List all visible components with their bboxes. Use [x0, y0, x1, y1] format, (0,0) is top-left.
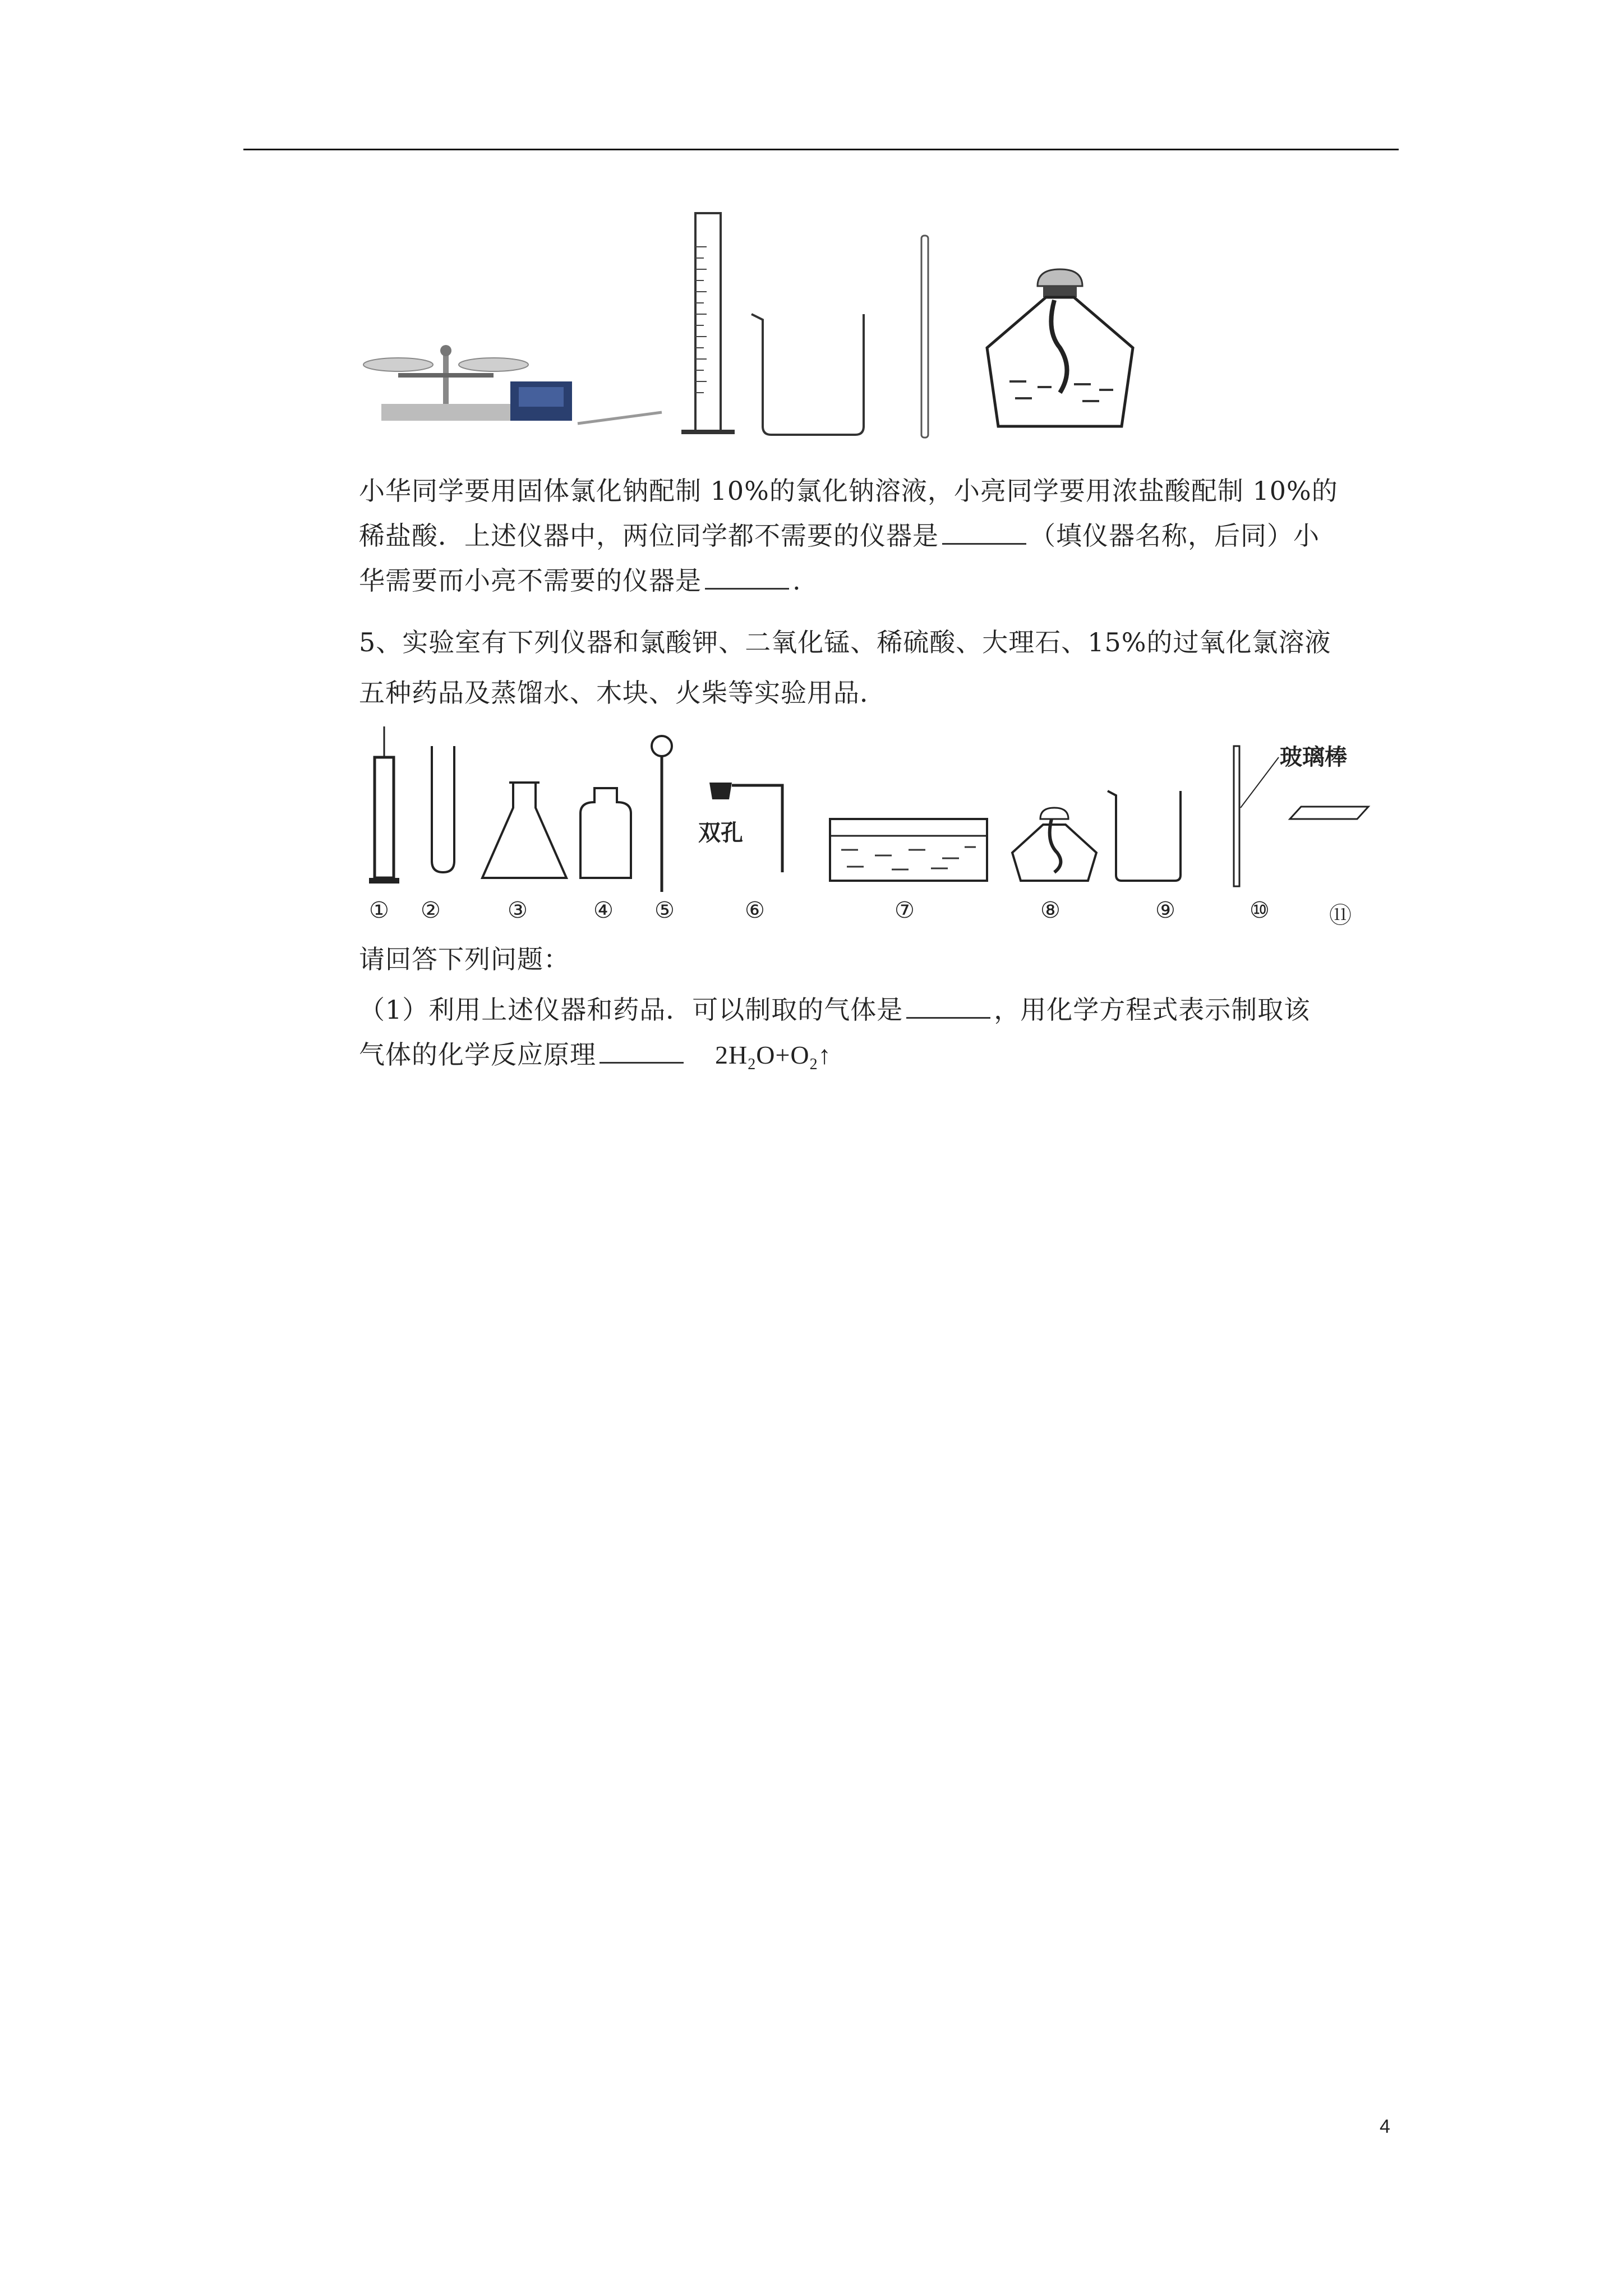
- text-segment: .: [792, 565, 801, 596]
- gas-arrow-icon: ↑: [818, 1041, 832, 1069]
- formula-part: O+O: [756, 1041, 810, 1069]
- double-hole-label: 双孔: [698, 820, 743, 846]
- tweezers-icon: [578, 412, 662, 424]
- test-tube-icon: [432, 746, 454, 872]
- answer-blank: [600, 1039, 684, 1064]
- reagent-bottle-icon: [580, 788, 631, 878]
- answer-blank: [705, 565, 789, 590]
- figure-lab-apparatus-1: [359, 202, 1424, 449]
- text-line-2: [359, 519, 1320, 553]
- water-trough-icon: [830, 819, 987, 881]
- apparatus-number-3: ③: [508, 898, 528, 923]
- text-segment: （填仪器名称，后同）小: [1030, 521, 1320, 551]
- alcohol-lamp-icon: [987, 269, 1133, 426]
- balance-icon: [363, 345, 528, 421]
- figure-lab-apparatus-2: [359, 724, 1424, 898]
- glass-rod-label: 玻璃棒: [1280, 744, 1347, 770]
- text-line-3: [359, 564, 801, 597]
- chemical-formula: [715, 1041, 832, 1074]
- apparatus-number-8: ⑧: [1040, 898, 1061, 923]
- text-segment: （1）利用上述仪器和药品．可以制取的气体是: [359, 995, 903, 1025]
- text-segment: 稀盐酸．上述仪器中，两位同学都不需要的仪器是: [359, 521, 939, 551]
- apparatus-number-9: ⑨: [1155, 898, 1175, 923]
- graduated-cylinder-icon: [681, 213, 735, 432]
- formula-part: 2H: [715, 1041, 748, 1069]
- answer-blank: [942, 521, 1026, 545]
- long-neck-funnel-icon: [652, 736, 672, 892]
- apparatus-number-7: ⑦: [895, 898, 915, 923]
- apparatus-number-1: ①: [369, 898, 389, 923]
- text-line-1: 小华同学要用固体氯化钠配制 10%的氯化钠溶液，小亮同学要用浓盐酸配制 10%的: [359, 476, 1338, 506]
- text-line-8: [359, 1038, 832, 1082]
- glass-rod-icon: [921, 236, 928, 438]
- conical-flask-icon: [482, 783, 566, 878]
- apparatus-number-2: ②: [421, 898, 441, 923]
- formula-subscript: 2: [809, 1056, 818, 1074]
- apparatus-number-5: ⑤: [654, 898, 675, 923]
- apparatus-number-11: ⑪: [1329, 903, 1352, 928]
- alcohol-lamp-small-icon: [1012, 808, 1096, 881]
- weights-box-icon: [510, 381, 572, 421]
- beaker-small-icon: [1108, 791, 1181, 881]
- text-line-7: [359, 993, 1310, 1027]
- apparatus-number-4: ④: [593, 898, 614, 923]
- formula-subscript: 2: [748, 1056, 757, 1074]
- apparatus-number-6: ⑥: [745, 898, 765, 923]
- text-segment: 气体的化学反应原理: [359, 1039, 596, 1070]
- syringe-icon: [369, 726, 399, 884]
- beaker-icon: [751, 314, 864, 435]
- header-rule: [243, 149, 1399, 150]
- apparatus-number-10: ⑩: [1249, 898, 1270, 923]
- glass-slide-icon: [1290, 807, 1368, 819]
- glass-rod-small-icon: [1234, 746, 1279, 886]
- text-line-6: 请回答下列问题：: [359, 944, 570, 974]
- text-line-5: 五种药品及蒸馏水、木块、火柴等实验用品．: [359, 678, 886, 708]
- text-segment: 华需要而小亮不需要的仪器是: [359, 565, 702, 596]
- page-number: 4: [1380, 2116, 1390, 2137]
- text-segment: ，用化学方程式表示制取该: [994, 995, 1311, 1025]
- answer-blank: [906, 995, 990, 1019]
- text-line-4: 5、实验室有下列仪器和氯酸钾、二氧化锰、稀硫酸、大理石、15%的过氧化氯溶液: [359, 627, 1331, 657]
